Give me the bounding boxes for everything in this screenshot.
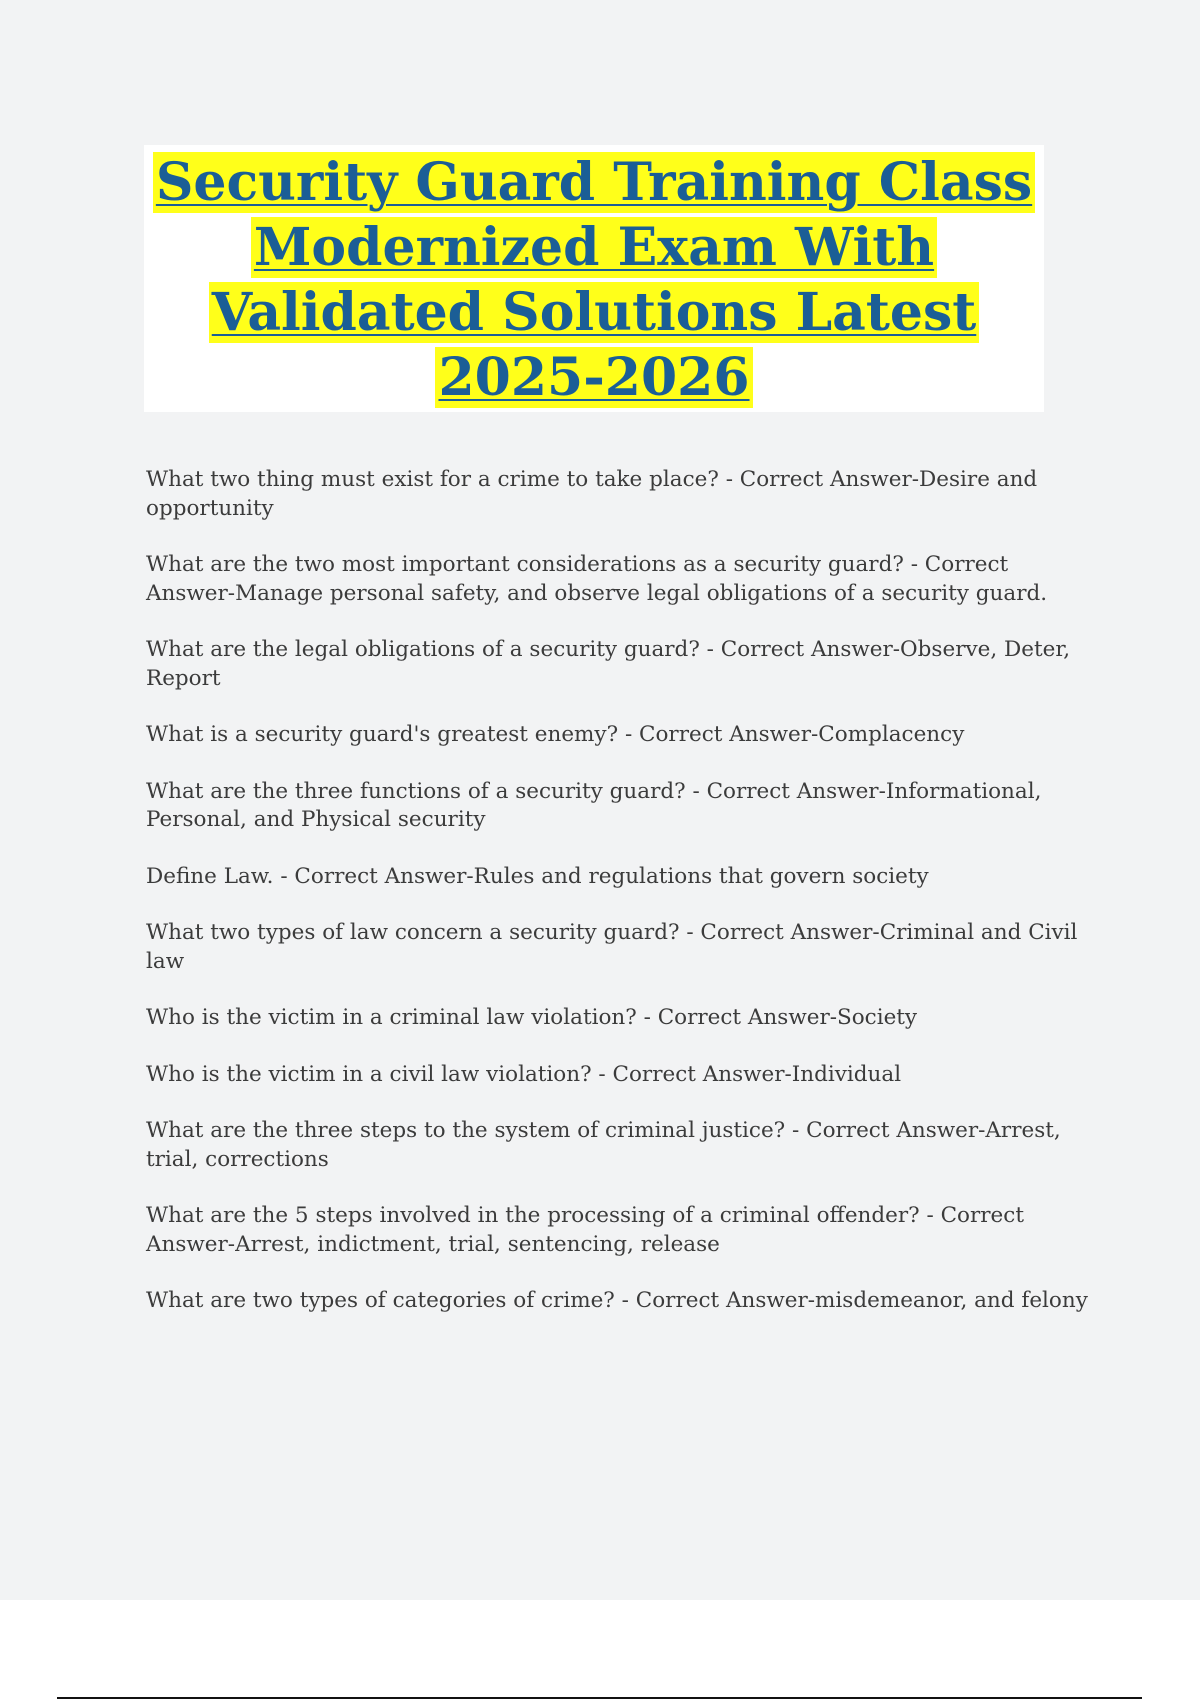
qa-item: What are the three functions of a security guard? - Correct Answer-Informational, Personal, and Physical security	[146, 778, 1042, 832]
qa-item: What are two types of categories of crime? - Correct Answer-misdemeanor, and felony	[146, 1288, 1088, 1313]
qa-item: Who is the victim in a civil law violation? - Correct Answer-Individual	[146, 1061, 902, 1087]
qa-item: Define Law. - Correct Answer-Rules and regulations that govern society	[146, 863, 929, 889]
title-highlight: Security Guard Training Class Modernized Exam With Validated Solutions Latest 2025-2026	[153, 152, 1035, 408]
qa-item: What is a security guard's greatest enemy? - Correct Answer-Complacency	[146, 722, 965, 747]
qa-item: What two types of law concern a security guard? - Correct Answer-Criminal and Civil law	[146, 920, 1078, 974]
qa-item: What are the legal obligations of a security guard? - Correct Answer-Observe, Deter, Report	[146, 637, 1071, 691]
footer-divider	[57, 1697, 1142, 1699]
qa-item: What are the three steps to the system of criminal justice? - Correct Answer-Arrest, trial, corrections	[146, 1118, 1061, 1172]
qa-item: What are the 5 steps involved in the processing of a criminal offender? - Correct Answer-Arrest, indictment, trial, sentencing, release	[146, 1203, 1024, 1257]
qa-item: What two thing must exist for a crime to take place? - Correct Answer-Desire and opportunity	[146, 467, 1038, 521]
title-block	[144, 145, 1044, 412]
qa-item: Who is the victim in a criminal law violation? - Correct Answer-Society	[146, 1005, 918, 1030]
qa-list	[146, 466, 1091, 1344]
qa-item: What are the two most important considerations as a security guard? - Correct Answer-Manage personal safety, and observe legal obligations of a security guard.	[146, 552, 1048, 606]
document-title	[144, 150, 1044, 410]
